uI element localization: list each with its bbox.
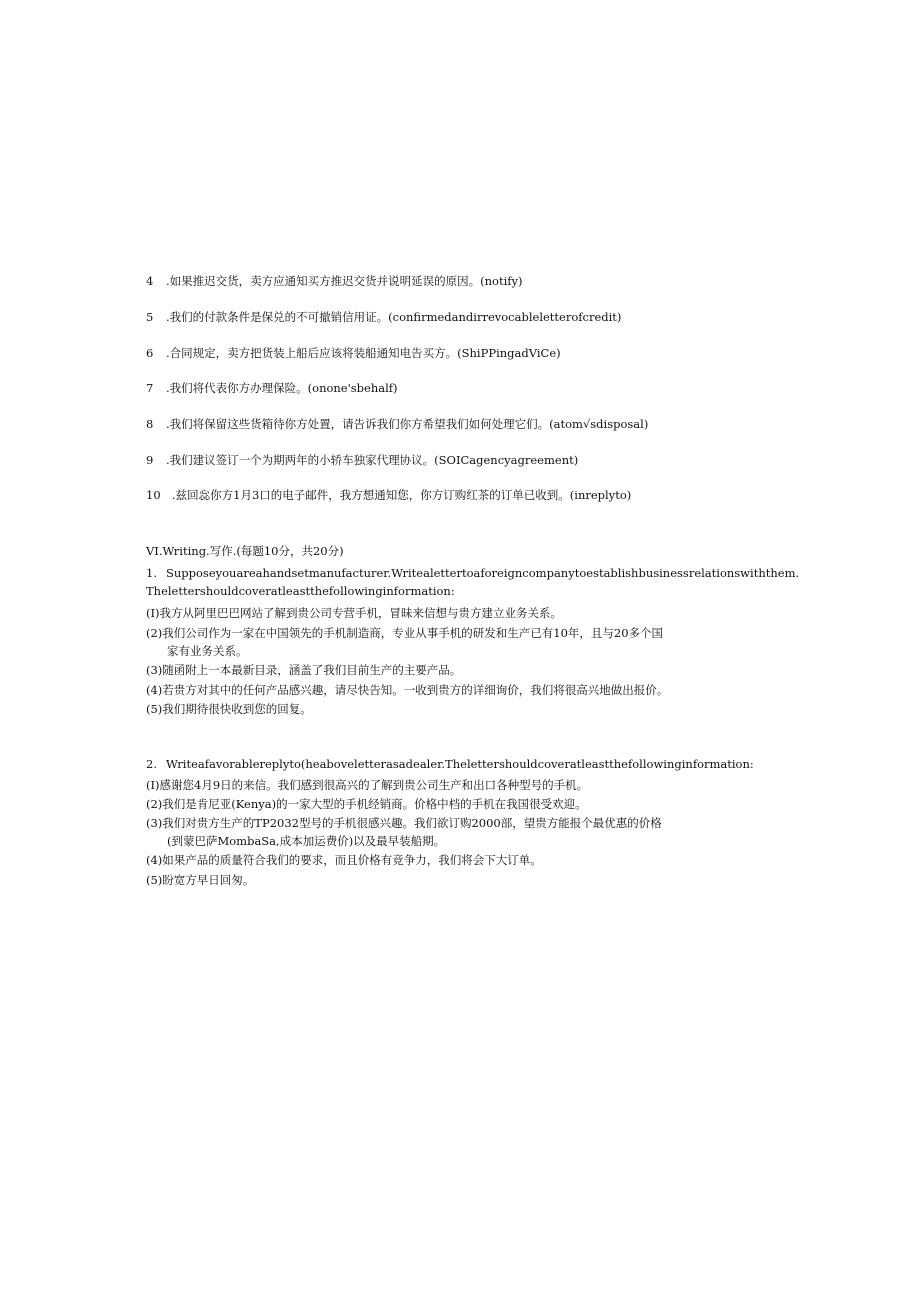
- q1-point-1: (I)我方从阿里巴巴网站了解到贵公司专营手机，冒昧来信想与贵方建立业务关系。: [146, 606, 563, 620]
- q2-point-1: (I)感谢您4月9日的来信。我们感到很高兴的了解到贵公司生产和出口各种型号的手机。: [146, 778, 589, 792]
- translation-item-5: [146, 309, 621, 325]
- item-text: .我们的付款条件是保兑的不可撤销信用证。(confirmedandirrevocableletterofcredit): [166, 310, 622, 324]
- section-heading-writing: VI.Writing.写作.(每题10分，共20分): [146, 544, 344, 558]
- q2-point-3: (3)我们对贵方生产的TP2032型号的手机很感兴趣。我们欲订购2000部，望贵方能报个最优惠的价格: [146, 816, 662, 830]
- question-number: 1.: [146, 566, 157, 580]
- question-prompt: Supposeyouareahandsetmanufacturer.Writealettertoaforeigncompanytoestablishbusinessrelationswiththem.: [166, 566, 800, 580]
- item-number: 5: [146, 310, 154, 324]
- q1-point-5: (5)我们期待很快收到您的回复。: [146, 702, 312, 716]
- q1-point-4: (4)若贵方对其中的任何产品感兴趣，请尽快告知。一收到贵方的详细询价，我们将很高兴地做出报价。: [146, 683, 669, 697]
- writing-question-2: [146, 756, 754, 772]
- item-text: .兹回惢你方1月3口的电子邮件，我方想通知您，你方订购红茶的订单已收到。(inreplyto): [172, 488, 632, 502]
- translation-item-9: [146, 452, 578, 468]
- q2-point-3-continued: (到蒙巴萨MombaSa,成本加运费价)以及最早装船期。: [167, 834, 446, 848]
- item-text: .如果推迟交货，卖方应通知买方推迟交货并说明延误的原因。(notify): [166, 274, 523, 288]
- writing-question-1: [146, 565, 799, 581]
- item-text: .我们将代表你方办理保险。(onone'sbehalf): [166, 381, 398, 395]
- question-prompt: Writeafavorablereplyto(heaboveletterasadealer.Thelettershouldcoveratleastthefollowinginformation:: [166, 757, 754, 771]
- translation-item-7: [146, 380, 398, 396]
- q1-point-2-continued: 家有业务关系。: [167, 644, 248, 658]
- q2-point-2: (2)我们是肯尼亚(Kenya)的一家大型的手机经销商。价格中档的手机在我国很受欢迎。: [146, 797, 587, 811]
- translation-item-4: [146, 273, 523, 289]
- translation-item-6: [146, 345, 561, 361]
- item-number: 10: [146, 488, 161, 502]
- item-number: 8: [146, 417, 154, 431]
- translation-item-8: [146, 416, 648, 432]
- item-number: 4: [146, 274, 154, 288]
- question-number: 2.: [146, 757, 157, 771]
- item-text: .我们建议签订一个为期两年的小轿车独家代理协议。(SOICagencyagreement): [166, 453, 579, 467]
- item-number: 6: [146, 346, 154, 360]
- q2-point-5: (5)盼宽方早日回匆。: [146, 873, 255, 887]
- q1-point-2: (2)我们公司作为一家在中国领先的手机制造商，专业从事手机的研发和生产已有10年，且与20多个国: [146, 626, 664, 640]
- q1-point-3: (3)随函附上一本最新目录，涵盖了我们目前生产的主要产品。: [146, 663, 462, 677]
- question-prompt-continued: Thelettershouldcoveratleastthefollowinginformation:: [146, 584, 455, 598]
- item-number: 7: [146, 381, 154, 395]
- item-text: .合同规定，卖方把货装上船后应该将装船通知电告买方。(ShiPPingadViCe): [166, 346, 561, 360]
- q2-point-4: (4)如果产品的质量符合我们的要求，而且价格有竞争力，我们将会下大订单。: [146, 853, 542, 867]
- translation-item-10: [146, 487, 631, 503]
- item-number: 9: [146, 453, 154, 467]
- item-text: .我们将保留这些货箱待你方处置，请告诉我们你方希望我们如何处理它们。(atom√sdisposal): [166, 417, 649, 431]
